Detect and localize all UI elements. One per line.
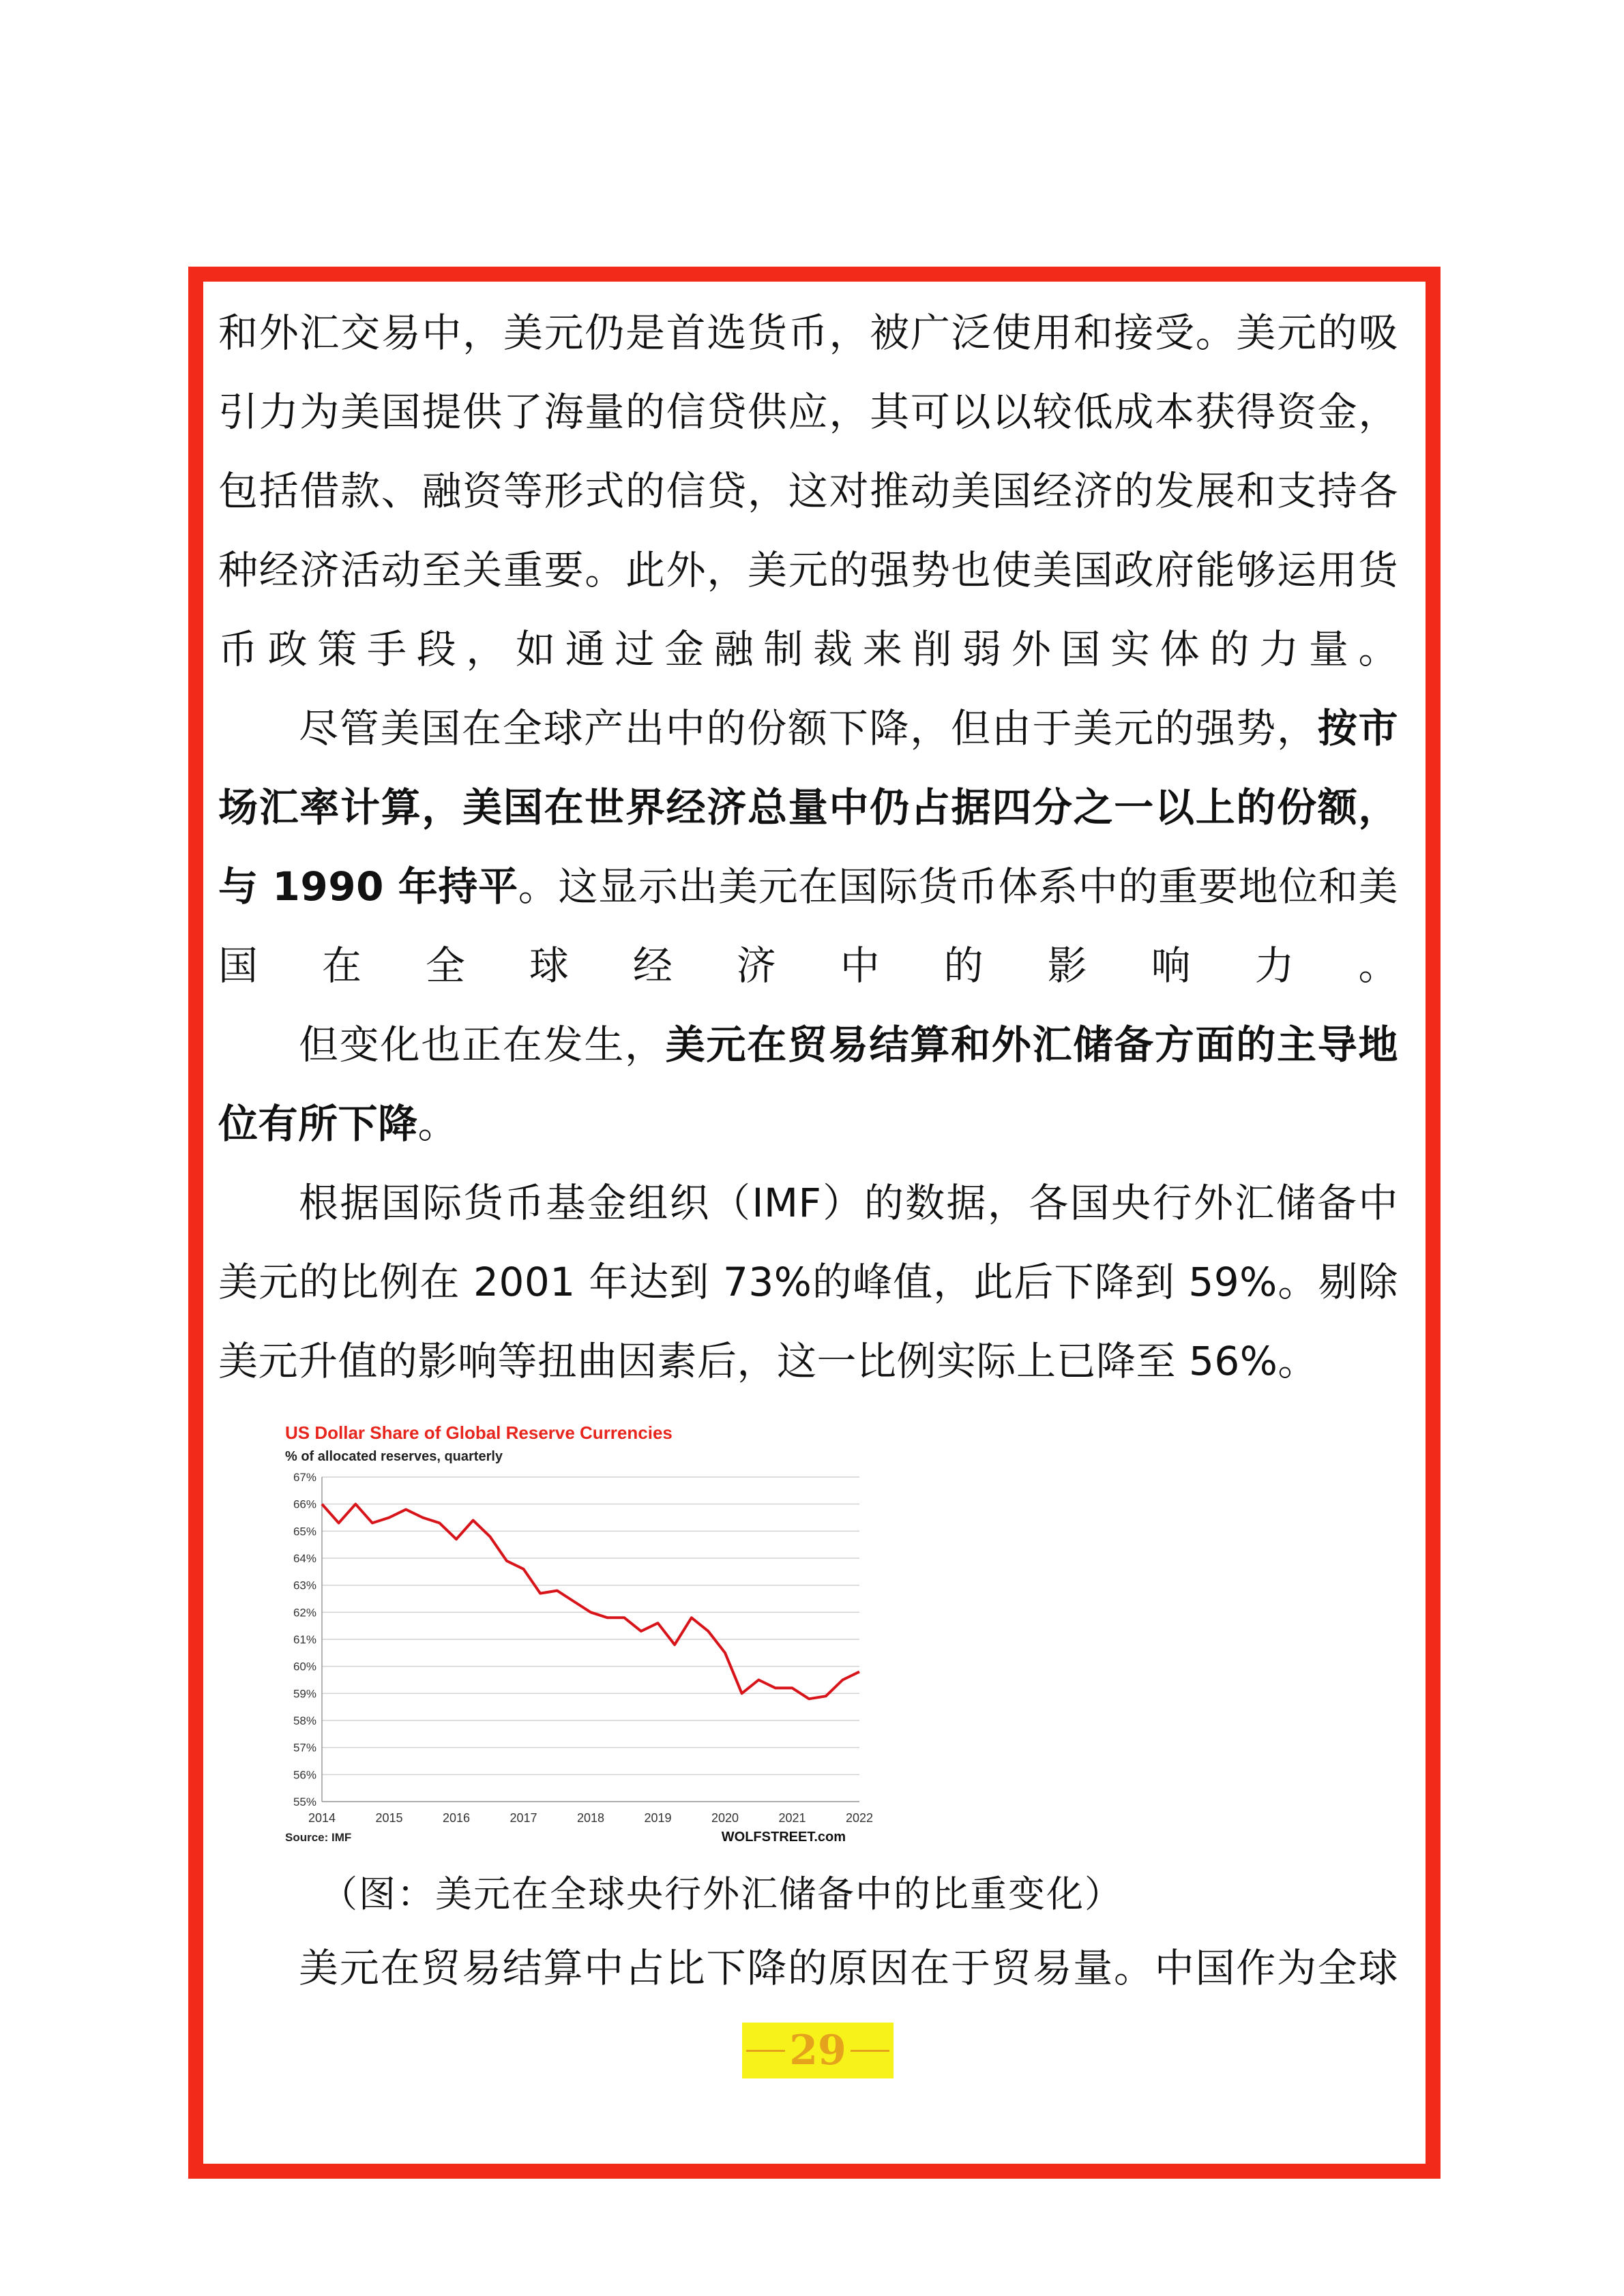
chart-subtitle: % of allocated reserves, quarterly	[285, 1449, 503, 1464]
paragraph-us-share-part-a: 尽管美国在全球产出中的份额下降，但由于美元的强势，	[299, 705, 1318, 751]
chart-y-tick-label: 60%	[293, 1660, 316, 1673]
chart-x-tick-label: 2015	[375, 1811, 403, 1825]
paragraph-change-part-b: 。	[417, 1101, 458, 1147]
chart-y-tick-label: 57%	[293, 1741, 316, 1755]
chart-x-tick-label: 2022	[845, 1811, 874, 1825]
chart-x-tick-label: 2018	[576, 1811, 605, 1825]
chart-y-tick-label: 62%	[293, 1606, 316, 1620]
reserve-share-chart	[281, 1414, 881, 1851]
chart-series-line	[322, 1504, 859, 1699]
chart-y-tick-label: 61%	[293, 1633, 316, 1646]
chart-y-tick-label: 65%	[293, 1525, 316, 1538]
chart-x-tick-label: 2016	[442, 1811, 471, 1825]
page-content	[218, 293, 1398, 2008]
chart-watermark: WOLFSTREET.com	[721, 1830, 846, 1845]
page-number-dash-left	[746, 2050, 785, 2052]
chart-title: US Dollar Share of Global Reserve Currencies	[285, 1422, 673, 1443]
paragraph-dollar-attraction: 和外汇交易中，美元仍是首选货币，被广泛使用和接受。美元的吸引力为美国提供了海量的信贷供应，其可以以较低成本获得资金，包括借款、融资等形式的信贷，这对推动美国经济的发展和支持各种经济活动至关重要。此外，美元的强势也使美国政府能够运用货币政策手段，如通过金融制裁来削弱外国实体的力量。	[218, 310, 1398, 672]
chart-y-tick-label: 59%	[293, 1687, 316, 1701]
chart-x-tick-label: 2020	[711, 1811, 739, 1825]
paragraph-imf-data: 根据国际货币基金组织（IMF）的数据，各国央行外汇储备中美元的比例在 2001 年达到 73%的峰值，此后下降到 59%。剔除美元升值的影响等扭曲因素后，这一比例实际上已降至 56%。	[218, 1180, 1398, 1384]
chart-source: Source: IMF	[285, 1831, 352, 1844]
paragraph-us-share	[218, 689, 1398, 1005]
page-number-dash-right	[851, 2050, 889, 2052]
chart-y-tick-label: 58%	[293, 1714, 316, 1727]
chart-caption: （图：美元在全球央行外汇储备中的比重变化）	[321, 1873, 1123, 1915]
paragraph-us-share-emphasis: 按市场汇率计算，美国在世界经济总量中仍占据四分之一以上的份额，与 1990 年持平	[218, 705, 1398, 910]
chart-x-tick-label: 2017	[510, 1811, 537, 1825]
chart-y-tick-label: 56%	[293, 1768, 316, 1782]
paragraph-change-emphasis: 美元在贸易结算和外汇储备方面的主导地位有所下降	[218, 1022, 1398, 1147]
chart-x-tick-label: 2019	[644, 1811, 672, 1825]
chart-y-tick-label: 66%	[293, 1497, 316, 1511]
page-number-badge	[742, 2023, 894, 2078]
chart-x-tick-label: 2021	[778, 1811, 806, 1825]
chart-x-tick-label: 2014	[308, 1811, 336, 1825]
reserve-share-chart-svg	[281, 1414, 881, 1851]
chart-y-tick-label: 64%	[293, 1552, 316, 1565]
paragraph-trade-settlement: 美元在贸易结算中占比下降的原因在于贸易量。中国作为全球	[299, 1945, 1398, 1991]
paragraph-us-share-part-b: 。这显示出美元在国际货币体系中的重要地位和美国在全球经济中的影响力。	[218, 863, 1398, 989]
chart-y-tick-label: 55%	[293, 1795, 316, 1808]
paragraph-change	[218, 1005, 1398, 1163]
paragraph-change-part-a: 但变化也正在发生，	[299, 1022, 666, 1068]
chart-y-tick-label: 63%	[293, 1579, 316, 1592]
chart-y-tick-label: 67%	[293, 1471, 316, 1484]
page-number: 29	[789, 2027, 846, 2074]
